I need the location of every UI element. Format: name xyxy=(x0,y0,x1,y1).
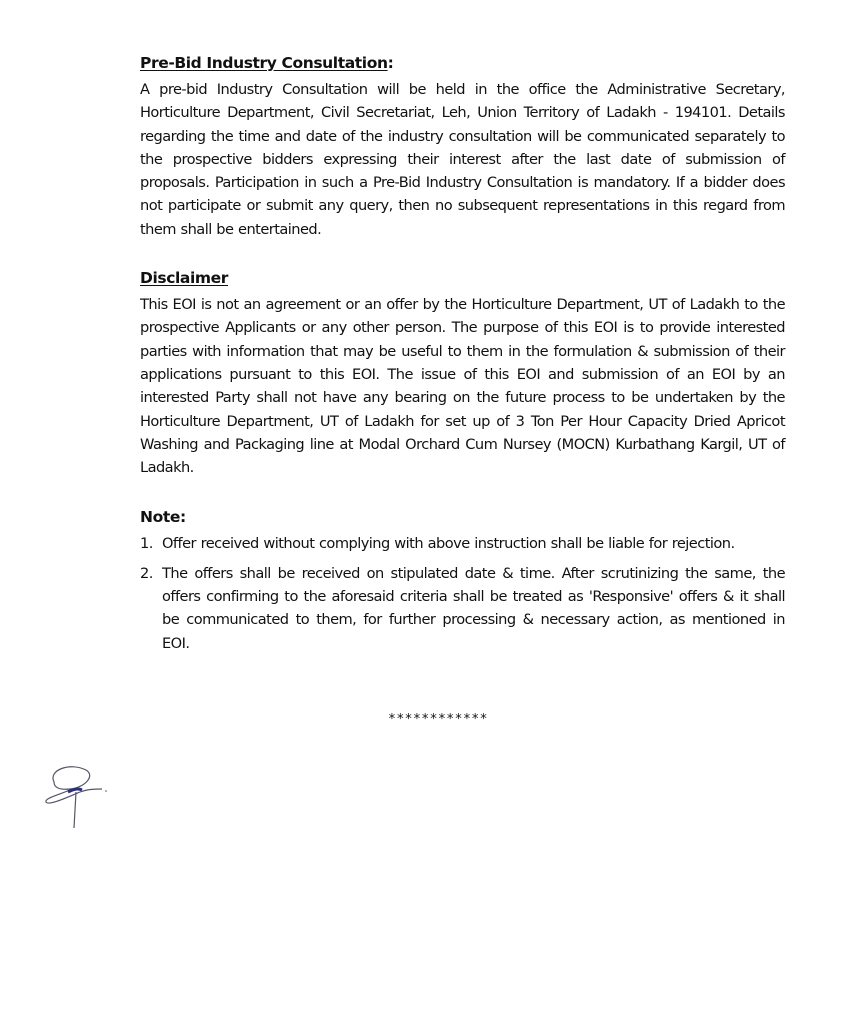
note-item xyxy=(140,532,785,555)
document-page xyxy=(140,52,785,681)
note-item xyxy=(140,562,785,655)
disclaimer-heading xyxy=(140,267,785,289)
note-section xyxy=(140,506,785,654)
note-item-number: 2. xyxy=(140,564,153,582)
prebid-heading-colon: : xyxy=(387,54,394,72)
prebid-heading-text: Pre-Bid Industry Consultation xyxy=(140,54,388,72)
disclaimer-section xyxy=(140,267,785,479)
prebid-heading xyxy=(140,52,785,74)
prebid-section xyxy=(140,52,785,241)
disclaimer-body: This EOI is not an agreement or an offer by the Horticulture Department, UT of Ladakh to the prospective Applicants or any other person. The purpose of this EOI is to provide interested parties with information that may be useful to them in the formulation & submission of their applications pursuant to this EOI. The issue of this EOI and submission of an EOI by an interested Party shall not have any bearing on the future process to be undertaken by the Horticulture Department, UT of Ladakh for set up of 3 Ton Per Hour Capacity Dried Apricot Washing and Packaging line at Modal Orchard Cum Nursey (MOCN) Kurbathang Kargil, UT of Ladakh. xyxy=(140,296,785,477)
disclaimer-heading-text: Disclaimer xyxy=(140,269,228,288)
note-item-text: Offer received without complying with above instruction shall be liable for rejection. xyxy=(162,535,735,553)
note-list xyxy=(140,532,785,654)
note-item-text: The offers shall be received on stipulated date & time. After scrutinizing the same, the offers confirming to the aforesaid criteria shall be treated as 'Responsive' offers & it shall be communicated to them, for further processing & necessary action, as mentioned in EOI. xyxy=(162,564,785,652)
signature-icon xyxy=(40,762,115,834)
end-marker: ************ xyxy=(388,712,488,727)
note-item-number: 1. xyxy=(140,535,153,553)
note-heading: Note: xyxy=(140,508,186,527)
prebid-body: A pre-bid Industry Consultation will be held in the office the Administrative Secretary, Horticulture Department, Civil Secretariat, Leh, Union Territory of Ladakh - 194101. Details regarding the time and date of the industry consultation will be communicated separately to the prospective bidders expressing their interest after the last date of submission of proposals. Participation in such a Pre-Bid Industry Consultation is mandatory. If a bidder does not participate or submit any query, then no subsequent representations in this regard from them shall be entertained. xyxy=(140,81,785,238)
